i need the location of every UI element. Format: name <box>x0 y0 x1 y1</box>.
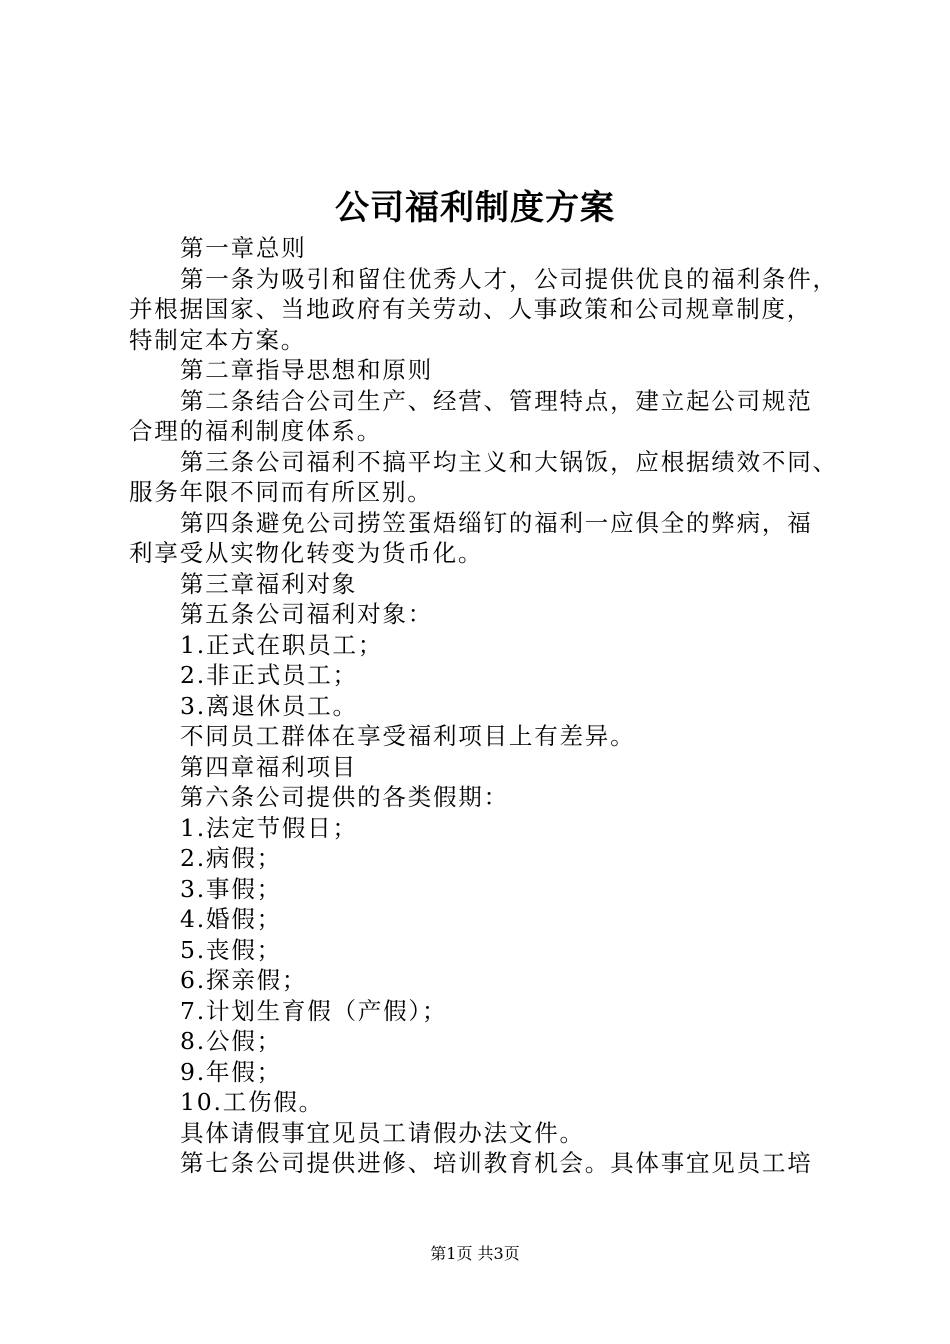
list-item: 3.离退休员工。 <box>180 691 358 720</box>
list-item: 8.公假； <box>180 1027 282 1055</box>
paragraph-line: 第五条公司福利对象： <box>180 600 433 628</box>
list-item: 6.探亲假； <box>180 966 308 994</box>
paragraph-line: 利享受从实物化转变为货币化。 <box>129 539 484 567</box>
list-item: 10.工伤假。 <box>180 1088 324 1116</box>
paragraph-line: 不同员工群体在享受福利项目上有差异。 <box>180 722 636 750</box>
document-body <box>129 233 849 1179</box>
paragraph-line: 第二条结合公司生产、经营、管理特点，建立起公司规范 <box>180 386 813 415</box>
paragraph-line: 合理的福利制度体系。 <box>129 417 382 445</box>
chapter-heading: 第一章总则 <box>180 234 307 262</box>
paragraph-line: 第三条公司福利不搞平均主义和大锅饭，应根据绩效不同、 <box>180 447 838 476</box>
paragraph-line: 服务年限不同而有所区别。 <box>129 478 433 506</box>
paragraph-line: 第六条公司提供的各类假期： <box>180 783 509 811</box>
list-item: 1.正式在职员工； <box>180 630 384 659</box>
list-item: 2.病假； <box>180 844 282 872</box>
chapter-heading: 第二章指导思想和原则 <box>180 356 433 384</box>
paragraph-line: 第一条为吸引和留住优秀人才，公司提供优良的福利条件， <box>180 264 838 293</box>
list-item: 4.婚假； <box>180 905 282 933</box>
list-item: 7.计划生育假（产假）； <box>180 996 448 1025</box>
paragraph-line: 具体请假事宜见员工请假办法文件。 <box>180 1118 585 1147</box>
list-item: 1.法定节假日； <box>180 813 358 842</box>
list-item: 9.年假； <box>180 1057 282 1086</box>
list-item: 2.非正式员工； <box>180 661 358 689</box>
paragraph-line: 第七条公司提供进修、培训教育机会。具体事宜见员工培 <box>180 1149 813 1177</box>
chapter-heading: 第三章福利对象 <box>180 569 358 598</box>
chapter-heading: 第四章福利项目 <box>180 752 358 781</box>
paragraph-line: 并根据国家、当地政府有关劳动、人事政策和公司规章制度， <box>129 295 813 323</box>
paragraph-line: 特制定本方案。 <box>129 325 307 354</box>
list-item: 3.事假； <box>180 874 282 903</box>
paragraph-line: 第四条避免公司捞笠蛋焐缁钉的福利一应俱全的弊病，福 <box>180 508 813 537</box>
list-item: 5.丧假； <box>180 935 282 964</box>
document-title: 公司福利制度方案 <box>335 188 615 228</box>
page-footer: 第1页 共3页 <box>430 1244 520 1263</box>
